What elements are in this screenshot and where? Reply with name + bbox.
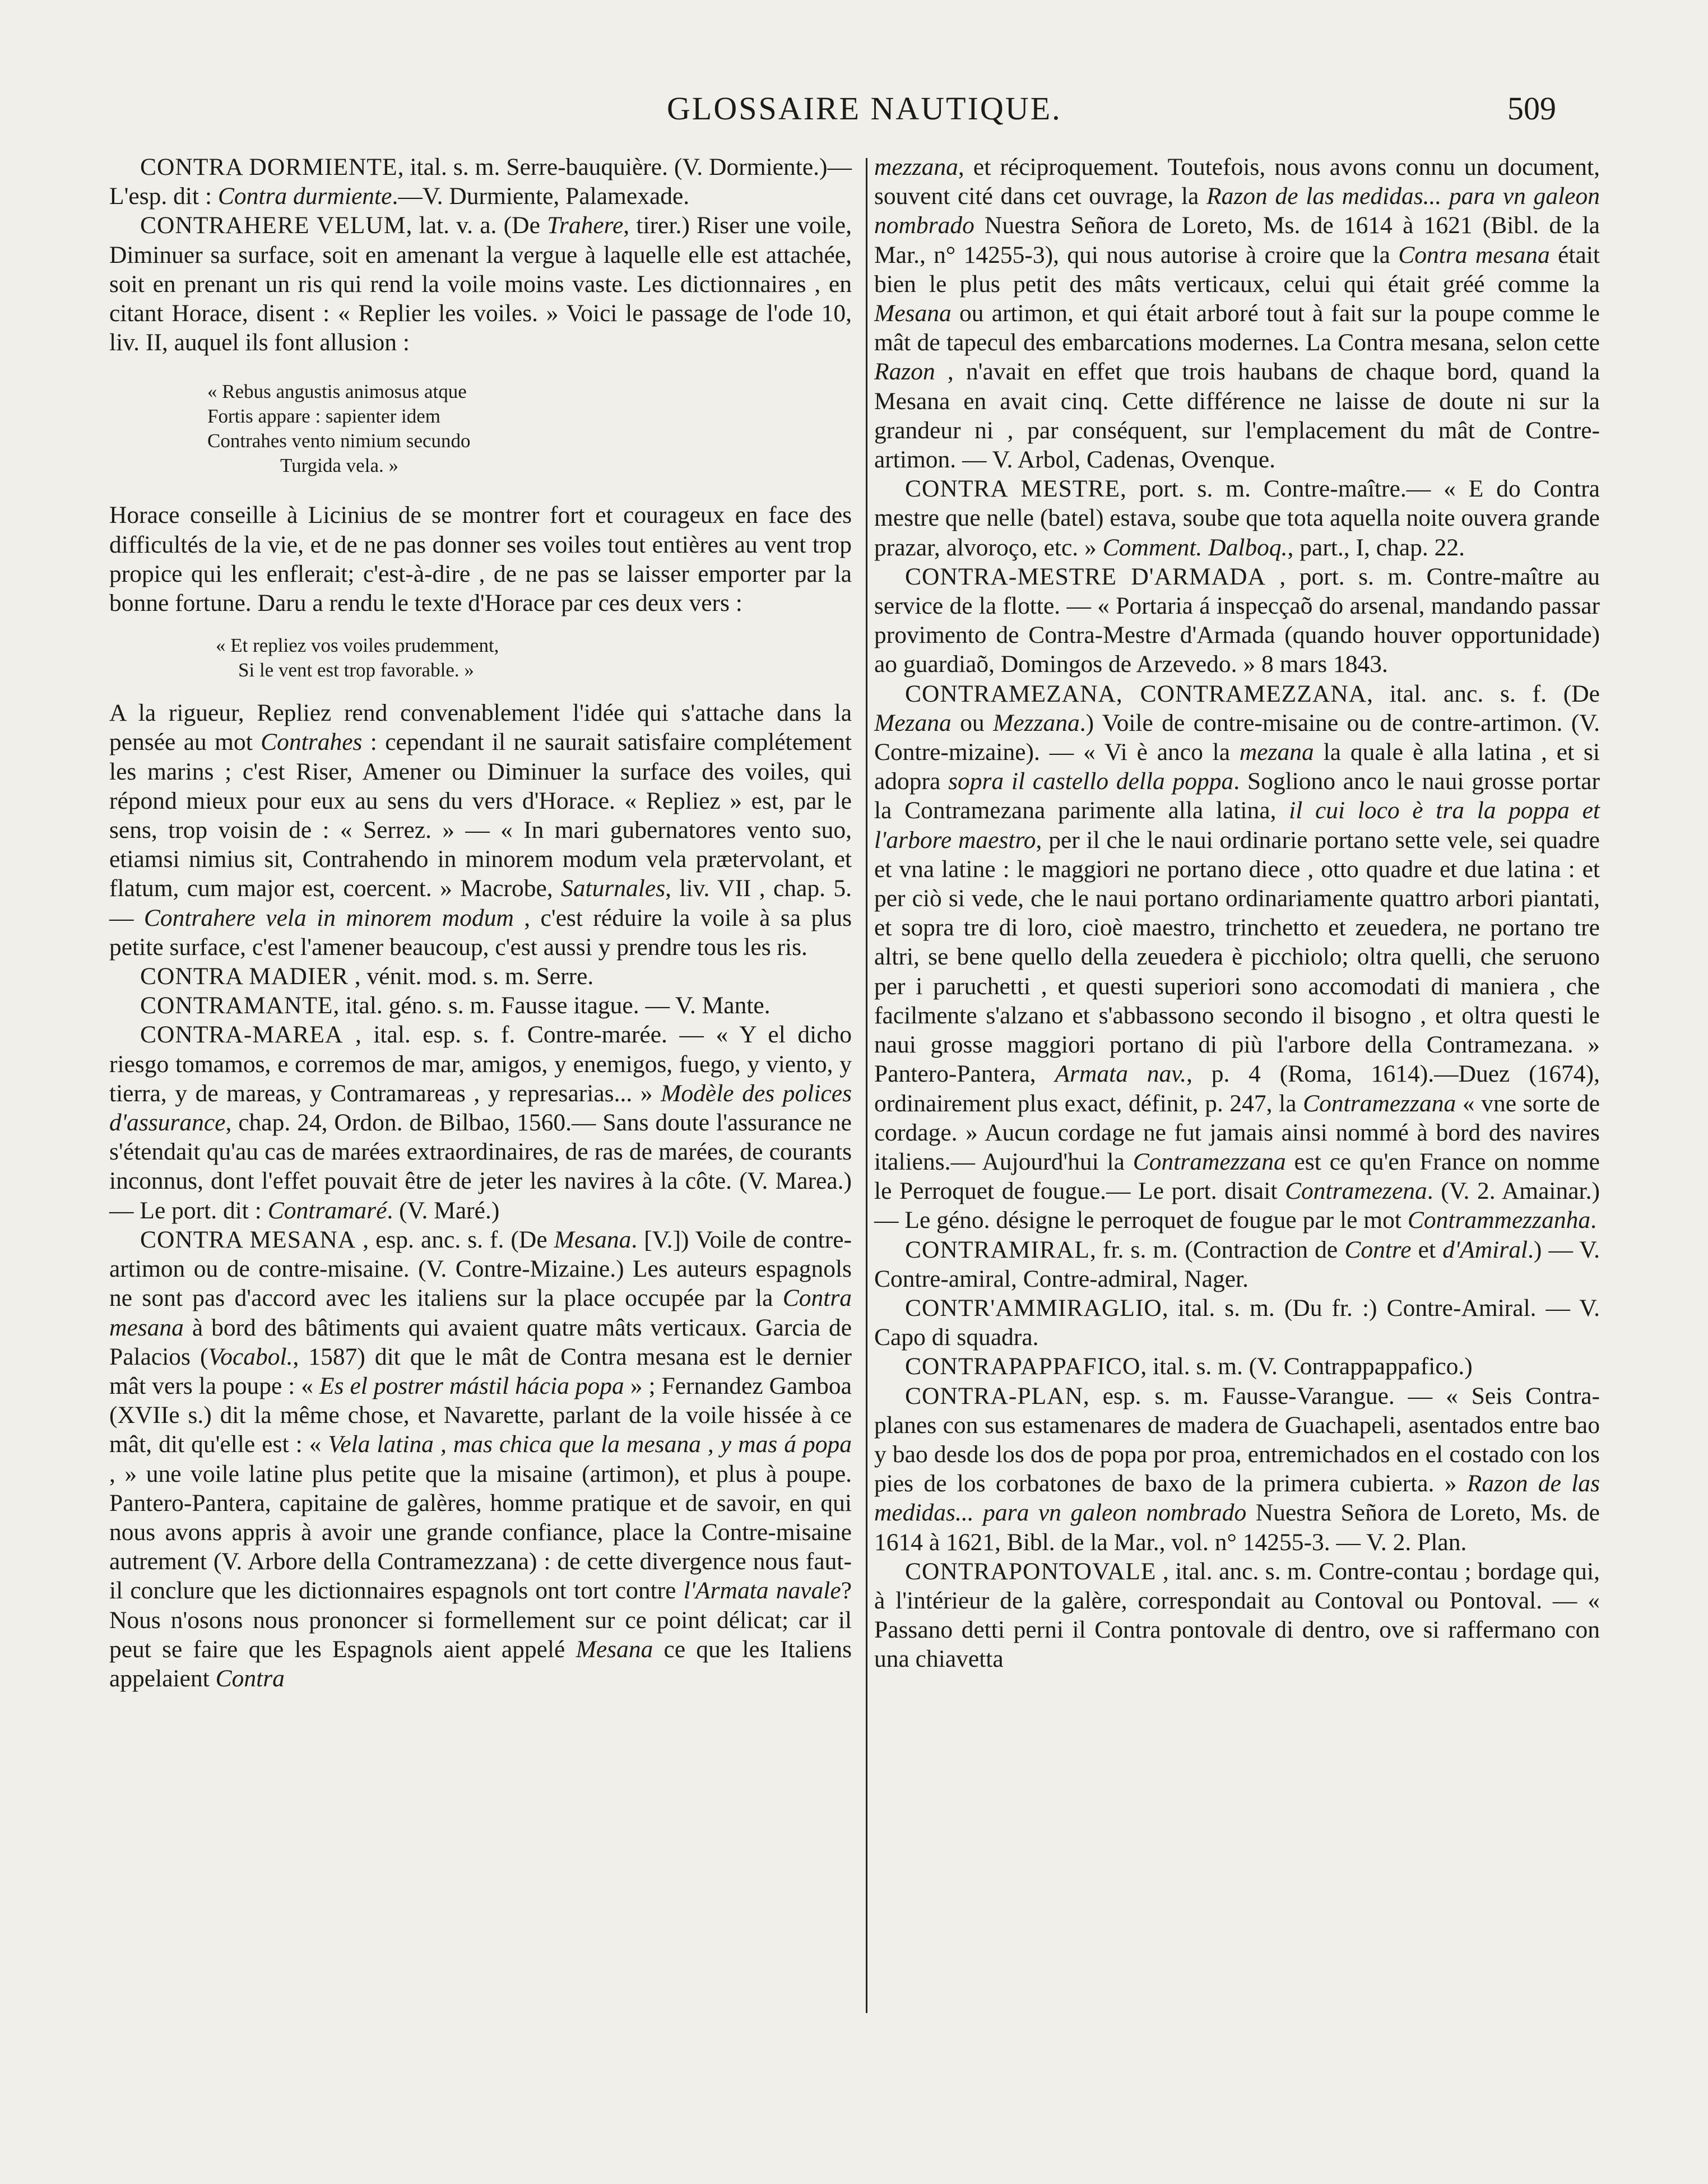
entry-contrapontovale: CONTRAPONTOVALE , ital. anc. s. m. Contre-contau ; bordage qui, à l'intérieur de la galère, correspondait au Contoval ou Pontoval. — « Passano detti perni il Contra pontovale di dentro, ove si raffermano con una chiavetta	[874, 1557, 1600, 1673]
page-header	[0, 90, 1708, 135]
entry-contra-plan: CONTRA-PLAN, esp. s. m. Fausse-Varangue. — « Seis Contra-planes con sus estamenares de madera de Guachapeli, asentados entre bao y bao desde los dos de popa por proa, entremichados en el costado con los pies de los corbatones de baxo de la primera cubierta. » Razon de las medidas... para vn galeon nombrado Nuestra Señora de Loreto, Ms. de 1614 à 1621, Bibl. de la Mar., vol. n° 14255-3. — V. 2. Plan.	[874, 1382, 1600, 1556]
entry-contra-mesana: CONTRA MESANA , esp. anc. s. f. (De Mesana. [V.]) Voile de contre-artimon ou de contre-misaine. (V. Contre-Mizaine.) Les auteurs espagnols ne sont pas d'accord avec les italiens sur la place occupée par la Contra mesana à bord des bâtiments qui avaient quatre mâts verticaux. Garcia de Palacios (Vocabol., 1587) dit que le mât de Contra mesana est le dernier mât vers la poupe : « Es el postrer mástil hácia popa » ; Fernandez Gamboa (XVIIe s.) dit la même chose, et Navarette, parlant de la voile hissée à ce mât, dit qu'elle est : « Vela latina , mas chica que la mesana , y mas á popa , » une voile latine plus petite que la misaine (artimon), et plus à poupe. Pantero-Pantera, capitaine de galères, homme pratique et de savoir, en qui nous avons appris à avoir une grande confiance, place la Contre-misaine autrement (V. Arbore della Contramezzana) : de cette divergence nous faut-il conclure que les dictionnaires espagnols ont tort contre l'Armata navale? Nous n'osons nous prononcer si formellement sur ce point délicat; car il peut se faire que les Espagnols aient appelé Mesana ce que les Italiens appelaient Contra	[109, 1226, 852, 1692]
column-divider	[866, 158, 867, 2013]
entry-contrapappafico: CONTRAPAPPAFICO, ital. s. m. (V. Contrappappafico.)	[905, 1353, 1473, 1380]
headword: CONTRAMANTE	[140, 992, 333, 1019]
headword: CONTRA MESTRE	[905, 475, 1120, 503]
entry-contra-madier: CONTRA MADIER , vénit. mod. s. m. Serre.	[140, 963, 594, 990]
entry-contra-dormiente: CONTRA DORMIENTE, ital. s. m. Serre-bauquière. (V. Dormiente.)—L'esp. dit : Contra durmiente.—V. Durmiente, Palamexade.	[109, 154, 852, 210]
commentary-paragraph: A la rigueur, Repliez rend convenablement l'idée qui s'attache dans la pensée au mot Contrahes : cependant il ne saurait satisfaire complétement les marins ; c'est Riser, Amener ou Diminuer la surface des voiles, qui répond mieux pour eux au sens du vers d'Horace. « Repliez » est, par le sens, trop voisin de : « Serrez. » — « In mari gubernatores vento suo, etiamsi nimius sit, Contrahendo in minorem modum vela prætervolant, et flatum, cum major est, coercent. » Macrobe, Saturnales, liv. VII , chap. 5. — Contrahere vela in minorem modum , c'est réduire la voile à sa plus petite surface, c'est l'amener beaucoup, c'est aussi y prendre tous les ris.	[109, 699, 852, 961]
left-column	[109, 152, 852, 1693]
right-column	[874, 152, 1600, 1674]
entry-contrammiraglio: CONTR'AMMIRAGLIO, ital. s. m. (Du fr. :) Contre-Amiral. — V. Capo di squadra.	[874, 1294, 1600, 1351]
entry-contra-mestre: CONTRA MESTRE, port. s. m. Contre-maître.— « E do Contra mestre que nelle (batel) estava, soube que tota aquella noite ouvera grande prazar, alvoroço, etc. » Comment. Dalboq., part., I, chap. 22.	[874, 475, 1600, 561]
entry-contra-mestre-darmada: CONTRA-MESTRE D'ARMADA , port. s. m. Contre-maître au service de la flotte. — « Portaria á inspecçaõ do arsenal, mandando passar provimento de Contra-Mestre d'Armada (quando houver opportunidade) ao guardiaõ, Domingos de Arzevedo. » 8 mars 1843.	[874, 563, 1600, 678]
headword: CONTRA-MESTRE D'ARMADA	[905, 563, 1266, 590]
horace-quote: « Rebus angustis animosus atque Fortis appare : sapienter idem Contrahes vento nimium secundo Turgida vela. »	[207, 381, 471, 477]
headword: CONTRA MESANA	[140, 1226, 356, 1253]
headword: CONTRA MADIER	[140, 963, 349, 990]
commentary-paragraph: Horace conseille à Licinius de se montrer fort et courageux en face des difficultés de la vie, et de ne pas donner ses voiles tout entières au vent trop propice qui les enflerait; c'est-à-dire , de ne pas se laisser emporter par la bonne fortune. Daru a rendu le texte d'Horace par ces deux vers :	[109, 502, 852, 617]
page-number: 509	[1507, 90, 1556, 127]
headword: CONTRAMIRAL	[905, 1236, 1090, 1263]
headword: CONTRA DORMIENTE	[140, 154, 398, 180]
entry-contra-marea: CONTRA-MAREA , ital. esp. s. f. Contre-marée. — « Y el dicho riesgo tomamos, e corremos de mar, amigos, y enemigos, fuego, y viento, y tierra, y de mareas, y Contramareas , y represarias... » Modèle des polices d'assurance, chap. 24, Ordon. de Bilbao, 1560.— Sans doute l'assurance ne s'étendait qu'au cas de marées extraordinaires, de ras de marées, de courants inconnus, dont l'effet pouvait être de jeter les navires à la côte. (V. Marea.) — Le port. dit : Contramaré. (V. Maré.)	[109, 1021, 852, 1224]
headword: CONTRAPONTOVALE	[905, 1557, 1157, 1585]
headword: CONTRA-MAREA	[140, 1021, 344, 1049]
entry-contramiral: CONTRAMIRAL, fr. s. m. (Contraction de Contre et d'Amiral.) — V. Contre-amiral, Contre-admiral, Nager.	[874, 1236, 1600, 1292]
entry-continuation: mezzana, et réciproquement. Toutefois, nous avons connu un document, souvent cité dans cet ouvrage, la Razon de las medidas... para vn galeon nombrado Nuestra Señora de Loreto, Ms. de 1614 à 1621 (Bibl. de la Mar., n° 14255-3), qui nous autorise à croire que la Contra mesana était bien le plus petit des mâts verticaux, celui qui était gréé comme la Mesana ou artimon, et qui était arboré tout à fait sur la poupe comme le mât de tapecul des embarcations modernes. La Contra mesana, selon cette Razon , n'avait en effet que trois haubans de chaque bord, quand la Mesana en avait cinq. Cette différence ne laisse de doute ni sur la grandeur ni , par conséquent, sur l'emplacement du mât de Contre-artimon. — V. Arbol, Cadenas, Ovenque.	[874, 154, 1600, 474]
headword: CONTRA-PLAN	[905, 1382, 1083, 1409]
page-title: GLOSSAIRE NAUTIQUE.	[667, 90, 1062, 127]
entry-contramante: CONTRAMANTE, ital. géno. s. m. Fausse itague. — V. Mante.	[140, 992, 771, 1019]
headword: CONTRAHERE VELUM	[140, 212, 406, 239]
headword: CONTRAPAPPAFICO	[905, 1353, 1141, 1380]
daru-quote: « Et repliez vos voiles prudemment, Si le vent est trop favorable. »	[216, 634, 499, 681]
entry-contrahere-velum: CONTRAHERE VELUM, lat. v. a. (De Trahere, tirer.) Riser une voile, Diminuer sa surface, soit en amenant la vergue à laquelle elle est attachée, soit en prenant un ris qui rend la voile moins vaste. Les dictionnaires , en citant Horace, disent : « Replier les voiles. » Voici le passage de l'ode 10, liv. II, auquel ils font allusion :	[109, 212, 852, 356]
headword: CONTRAMEZANA, CONTRAMEZZANA	[905, 680, 1367, 707]
headword: CONTR'AMMIRAGLIO	[905, 1294, 1162, 1321]
entry-contramezana: CONTRAMEZANA, CONTRAMEZZANA, ital. anc. s. f. (De Mezana ou Mezzana.) Voile de contre-misaine ou de contre-artimon. (V. Contre-mizaine). — « Vi è anco la mezana la quale è alla latina , et si adopra sopra il castello della poppa. Sogliono anco le naui grosse portar la Contramezana parimente alla latina, il cui loco è tra la poppa et l'arbore maestro, per il che le naui ordinarie portano sette vele, sei quadre et vna latine : le maggiori ne portano diece , otto quadre et due latina : et per ciò si vede, che le naui portano ordinariamente quattro arbori piantati, et sopra tre di loro, cioè maestro, trinchetto et zeuedera, ne portano tre altri, se bene quello della zeuedera è picchiolo; oltra quelli, che seruono per i paruchetti , et questi superiori sono accomodati di maniera , che facilmente s'alzano et s'abbassono secondo il bisogno , et oltra questi le naui grosse maggiori portano di più l'arbore della Contramezana. » Pantero-Pantera, Armata nav., p. 4 (Roma, 1614).—Duez (1674), ordinairement plus exact, définit, p. 247, la Contramezzana « vne sorte de cordage. » Aucun cordage ne fut jamais ainsi nommé à bord des navires italiens.— Aujourd'hui la Contramezzana est ce qu'en France on nomme le Perroquet de fougue.— Le port. disait Contramezena. (V. 2. Amainar.) — Le géno. désigne le perroquet de fougue par le mot Contrammezzanha.	[874, 680, 1600, 1234]
